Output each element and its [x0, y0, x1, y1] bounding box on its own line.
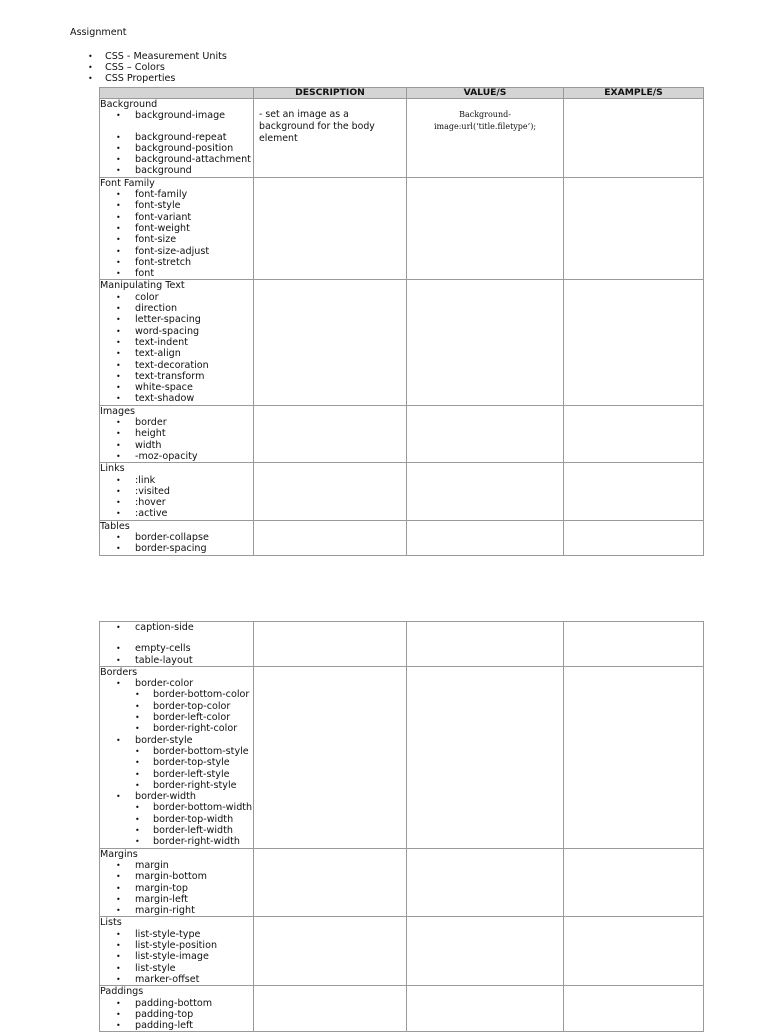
section-title: Margins — [100, 848, 138, 860]
property-item: • font-size — [100, 234, 253, 245]
property-item: • padding-top — [100, 1009, 253, 1020]
property-item: • padding-bottom — [100, 998, 253, 1009]
description-cell — [254, 99, 407, 178]
property-item: • border-collapse — [100, 532, 253, 543]
property-cell — [100, 177, 254, 280]
css-properties-table-continued — [99, 621, 704, 1032]
example-cell — [564, 463, 704, 520]
property-cell — [100, 280, 254, 405]
property-item: • font-weight — [100, 223, 253, 234]
table-row — [100, 177, 704, 280]
value-cell — [407, 666, 564, 848]
section-title: Links — [100, 463, 125, 475]
example-cell — [564, 280, 704, 405]
section-title: Background — [100, 99, 158, 110]
property-item: • text-indent — [100, 337, 253, 348]
value-cell — [407, 280, 564, 405]
property-subitem: • border-right-color — [100, 723, 253, 734]
example-cell — [564, 177, 704, 280]
property-subitem: • border-right-style — [100, 780, 253, 791]
table-row — [100, 986, 704, 1032]
topic-item: • CSS Properties — [88, 73, 227, 84]
value-cell — [407, 986, 564, 1032]
value-cell — [407, 848, 564, 917]
topic-item: • CSS - Measurement Units — [88, 51, 227, 62]
table-row — [100, 666, 704, 848]
table-row — [100, 463, 704, 520]
section-title: Borders — [100, 666, 138, 678]
value-cell — [407, 405, 564, 462]
property-item: • list-style — [100, 963, 253, 974]
table-row — [100, 280, 704, 405]
property-cell — [100, 463, 254, 520]
property-item: • font-style — [100, 200, 253, 211]
property-item: • text-shadow — [100, 393, 253, 404]
property-item: • width — [100, 440, 253, 451]
property-item: • margin-left — [100, 894, 253, 905]
property-item: • letter-spacing — [100, 314, 253, 325]
property-subitem: • border-left-width — [100, 825, 253, 836]
property-item: • word-spacing — [100, 326, 253, 337]
description-cell — [254, 280, 407, 405]
property-cell — [100, 405, 254, 462]
value-text: Background-image:url(‘title.filetype’); — [433, 110, 537, 131]
column-header: VALUE/S — [407, 88, 564, 99]
property-item: • list-style-type — [100, 929, 253, 940]
css-properties-table — [99, 87, 704, 556]
property-subitem: • border-bottom-color — [100, 689, 253, 700]
description-cell — [254, 177, 407, 280]
property-cell — [100, 917, 254, 986]
section-title: Tables — [100, 520, 130, 532]
value-cell — [407, 917, 564, 986]
section-title: Lists — [100, 917, 122, 929]
property-cell — [100, 622, 254, 667]
property-cell — [100, 986, 254, 1032]
property-item: • caption-side — [100, 622, 253, 633]
property-item: • text-decoration — [100, 360, 253, 371]
value-cell — [407, 99, 564, 178]
property-item: • :hover — [100, 497, 253, 508]
example-cell — [564, 520, 704, 555]
value-cell — [407, 177, 564, 280]
property-subitem: • border-bottom-style — [100, 746, 253, 757]
value-cell — [407, 622, 564, 667]
property-item: • background-attachment — [100, 154, 253, 165]
column-header — [100, 88, 254, 99]
example-cell — [564, 666, 704, 848]
section-title: Manipulating Text — [100, 280, 185, 292]
description-cell — [254, 917, 407, 986]
description-cell — [254, 520, 407, 555]
section-title: Images — [100, 405, 136, 417]
table-row — [100, 848, 704, 917]
property-item: • padding-left — [100, 1020, 253, 1031]
property-item: • margin-right — [100, 905, 253, 916]
example-cell — [564, 848, 704, 917]
property-item: • :link — [100, 475, 253, 486]
table-row — [100, 622, 704, 667]
column-header: DESCRIPTION — [254, 88, 407, 99]
property-item: • font-family — [100, 189, 253, 200]
example-cell — [564, 99, 704, 178]
property-subitem: • border-top-width — [100, 814, 253, 825]
property-item: • color — [100, 292, 253, 303]
table-row — [100, 917, 704, 986]
property-item: • font-stretch — [100, 257, 253, 268]
property-item: • border-spacing — [100, 543, 253, 554]
property-item: • empty-cells — [100, 643, 253, 654]
property-item: • height — [100, 428, 253, 439]
property-cell — [100, 99, 254, 178]
property-item: • border-width — [100, 791, 253, 802]
property-item: • list-style-position — [100, 940, 253, 951]
property-item: • background-image — [100, 110, 253, 121]
property-cell — [100, 848, 254, 917]
table-header-row — [100, 88, 704, 99]
property-cell — [100, 666, 254, 848]
property-item: • font — [100, 268, 253, 279]
property-item: • border-style — [100, 735, 253, 746]
section-title: Paddings — [100, 986, 144, 998]
topics-list — [88, 51, 227, 84]
table-row — [100, 520, 704, 555]
property-item: • marker-offset — [100, 974, 253, 985]
property-subitem: • border-top-color — [100, 701, 253, 712]
description-cell — [254, 405, 407, 462]
property-item: • margin-top — [100, 883, 253, 894]
description-cell — [254, 622, 407, 667]
document-heading: Assignment — [70, 27, 127, 38]
property-item: • -moz-opacity — [100, 451, 253, 462]
table-row — [100, 99, 704, 178]
property-subitem: • border-left-style — [100, 769, 253, 780]
description-text: - set an image as a background for the body element — [259, 109, 375, 144]
description-cell — [254, 666, 407, 848]
property-item: • margin-bottom — [100, 871, 253, 882]
property-item: • border — [100, 417, 253, 428]
property-item: • text-align — [100, 348, 253, 359]
property-cell — [100, 520, 254, 555]
description-cell — [254, 848, 407, 917]
property-subitem: • border-left-color — [100, 712, 253, 723]
property-item: • :active — [100, 508, 253, 519]
property-item: • text-transform — [100, 371, 253, 382]
description-cell — [254, 986, 407, 1032]
value-cell — [407, 520, 564, 555]
table-row — [100, 405, 704, 462]
example-cell — [564, 986, 704, 1032]
property-item: • font-variant — [100, 212, 253, 223]
column-header: EXAMPLE/S — [564, 88, 704, 99]
example-cell — [564, 622, 704, 667]
property-item: • background-repeat — [100, 132, 253, 143]
property-item: • border-color — [100, 678, 253, 689]
topic-item: • CSS – Colors — [88, 62, 227, 73]
property-item: • background-position — [100, 143, 253, 154]
description-cell — [254, 463, 407, 520]
section-title: Font Family — [100, 177, 155, 189]
example-cell — [564, 405, 704, 462]
property-subitem: • border-right-width — [100, 836, 253, 847]
property-subitem: • border-top-style — [100, 757, 253, 768]
property-item: • list-style-image — [100, 951, 253, 962]
property-item: • :visited — [100, 486, 253, 497]
value-cell — [407, 463, 564, 520]
property-item: • white-space — [100, 382, 253, 393]
property-item: • margin — [100, 860, 253, 871]
property-subitem: • border-bottom-width — [100, 802, 253, 813]
property-item: • direction — [100, 303, 253, 314]
property-item: • table-layout — [100, 655, 253, 666]
property-item: • font-size-adjust — [100, 246, 253, 257]
property-item: • background — [100, 165, 253, 176]
example-cell — [564, 917, 704, 986]
